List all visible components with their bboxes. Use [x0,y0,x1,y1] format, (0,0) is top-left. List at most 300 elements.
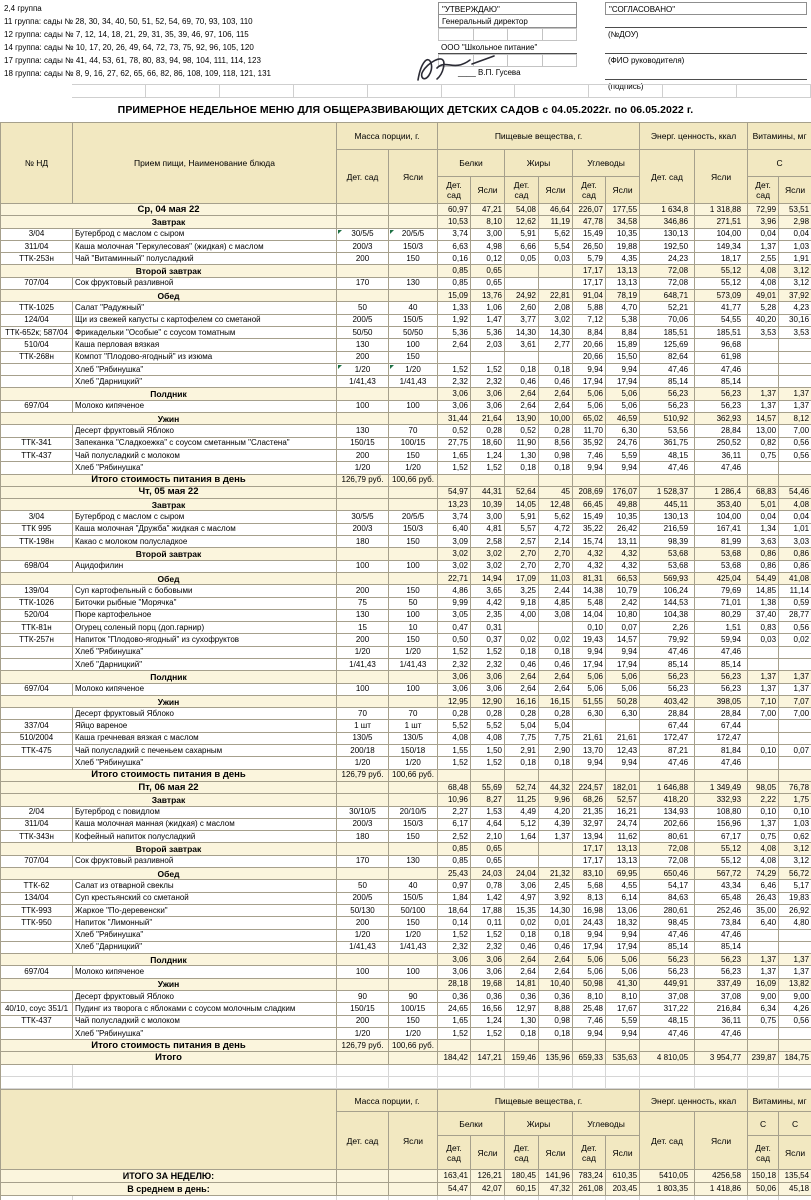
menu-row-cost [1,475,811,487]
value-cell: 60,97 [438,204,471,216]
value-cell: 8,10 [606,991,640,1003]
value-cell: 5,06 [573,966,606,978]
value-cell: 3,06 [471,684,505,696]
value-cell: 1,37 [779,966,811,978]
value-cell: 2,70 [539,561,573,573]
menu-row-dish [1,376,811,388]
value-cell: 9,00 [748,991,779,1003]
value-cell: 21,61 [573,733,606,745]
menu-row-meal [1,868,811,880]
value-cell: 10,96 [438,794,471,806]
dish-name-cell: Ацидофилин [73,561,337,573]
menu-row-meal [1,499,811,511]
nd-cell: ТТК-268н [1,352,73,364]
dish-name-cell: Пюре картофельное [73,610,337,622]
value-cell: 3,06 [438,388,471,400]
value-cell: 150/3 [389,241,438,253]
value-cell: 100 [389,339,438,351]
value-cell [337,548,389,560]
value-cell: 15,50 [606,352,640,364]
value-cell: 52,64 [505,487,539,499]
col-header-nutrients: Пищевые вещества, г. [438,123,640,150]
value-cell: 0,02 [505,634,539,646]
value-cell: 47,46 [640,647,695,659]
value-cell: 0,46 [539,659,573,671]
value-cell [779,376,811,388]
value-cell: 2,90 [539,745,573,757]
value-cell: 1,24 [471,450,505,462]
value-cell: 106,24 [640,585,695,597]
value-cell: 0,46 [539,376,573,388]
director-label: Генеральный директор [438,15,577,28]
value-cell: 0,97 [438,880,471,892]
value-cell: 2,64 [539,671,573,683]
value-cell: 4,08 [748,265,779,277]
nd-cell: ТТК-62 [1,880,73,892]
value-cell: 28,84 [640,708,695,720]
nd-cell: 707/04 [1,856,73,868]
value-cell: 53,56 [640,425,695,437]
value-cell: 37,08 [695,991,748,1003]
col-header-vitamins: Витамины, мг [748,123,811,150]
value-cell: 24,03 [471,868,505,880]
value-cell: 24,65 [438,1003,471,1015]
value-cell: 0,37 [471,634,505,646]
value-cell [337,216,389,228]
value-cell: 170 [337,278,389,290]
value-cell: 180 [337,831,389,843]
value-cell: 8,13 [573,893,606,905]
weekly-summary-table [0,1089,811,1200]
value-cell: 5,06 [573,401,606,413]
value-cell [389,979,438,991]
summary-row-week [1,1170,811,1183]
value-cell: 90 [337,991,389,1003]
value-cell: 3,09 [438,536,471,548]
value-cell: 1,91 [779,253,811,265]
value-cell: 1,51 [695,622,748,634]
dish-name-cell: Бутерброд с маслом с сыром [73,229,337,241]
value-cell: 2,64 [505,684,539,696]
value-cell [748,659,779,671]
value-cell: 17,09 [505,573,539,585]
dish-name-cell: Хлеб "Рябинушка" [73,462,337,474]
nd-cell: 697/04 [1,966,73,978]
dish-name-cell: Сок фруктовый разливной [73,856,337,868]
value-cell: 3,02 [539,315,573,327]
value-cell: 203,45 [606,1183,640,1196]
menu-row-cost [1,770,811,782]
value-cell: 70 [389,708,438,720]
value-cell: 12,48 [539,499,573,511]
value-cell: 2,64 [539,388,573,400]
value-cell: 1/41,43 [337,659,389,671]
nd-cell: ТТК-198н [1,536,73,548]
value-cell: 11,25 [505,794,539,806]
value-cell: 44,32 [539,782,573,794]
value-cell: 20/5/5 [389,511,438,523]
value-cell: 1,50 [471,745,505,757]
value-cell: 45,18 [779,1183,811,1196]
value-cell: 5,04 [539,720,573,732]
menu-row-dish [1,536,811,548]
empty-cell [573,1077,606,1089]
value-cell: 9,94 [606,1028,640,1040]
value-cell: 192,50 [640,241,695,253]
value-cell: 445,11 [640,499,695,511]
value-cell: 54,55 [695,315,748,327]
value-cell: 78,19 [606,290,640,302]
value-cell: 104,00 [695,511,748,523]
value-cell [389,1052,438,1064]
section-label-cell: Итого [1,1052,337,1064]
value-cell: 41,08 [779,573,811,585]
value-cell: 0,03 [539,253,573,265]
dish-name-cell: Биточки рыбные "Морячка" [73,598,337,610]
value-cell: 70,06 [640,315,695,327]
value-cell [539,352,573,364]
value-cell: 144,53 [640,598,695,610]
value-cell: 12,43 [606,745,640,757]
value-cell: 1,52 [471,647,505,659]
value-cell [389,843,438,855]
value-cell: 200/18 [337,745,389,757]
value-cell [389,204,438,216]
value-cell: 1,06 [471,302,505,314]
value-cell: 2,35 [471,610,505,622]
value-cell: 71,01 [695,598,748,610]
menu-row-meal [1,573,811,585]
dish-name-cell: Чай полусладкий с печеньем сахарным [73,745,337,757]
fio-underline [605,41,807,54]
col-header-vitamins: Витамины, мг [748,1090,811,1112]
value-cell: 11,70 [573,425,606,437]
value-cell: 53,68 [695,548,748,560]
value-cell: 49,88 [606,499,640,511]
value-cell [779,757,811,769]
nd-cell [1,659,73,671]
value-cell: 1,03 [779,241,811,253]
value-cell [389,265,438,277]
value-cell: 3 954,77 [695,1052,748,1064]
value-cell: 50,06 [748,1183,779,1196]
value-cell: 1/20 [389,647,438,659]
group-line: 17 группа: сады № 41, 44, 53, 61, 78, 80, 83, 94, 98, 104, 111, 114, 123 [4,56,261,65]
value-cell [573,1040,606,1052]
value-cell: 55,12 [695,265,748,277]
dish-name-cell: Салат "Радужный" [73,302,337,314]
subcol-ya: Ясли [539,1136,573,1170]
value-cell: 185,51 [640,327,695,339]
dish-name-cell: Напиток "Плодово-ягодный" из сухофруктов [73,634,337,646]
value-cell: 36,11 [695,450,748,462]
nd-cell [1,942,73,954]
menu-row-dish [1,807,811,819]
value-cell: 1/20 [389,462,438,474]
value-cell: 4,49 [505,807,539,819]
empty-cell [695,1196,748,1200]
value-cell: 3,06 [438,401,471,413]
value-cell: 3,63 [748,536,779,548]
value-cell [389,782,438,794]
value-cell: 46,64 [539,204,573,216]
value-cell: 150 [389,585,438,597]
value-cell: 14,57 [748,413,779,425]
value-cell: 79,69 [695,585,748,597]
value-cell: 0,36 [539,991,573,1003]
value-cell: 20,66 [573,352,606,364]
empty-row [1,1065,811,1077]
value-cell: 19,68 [471,979,505,991]
value-cell: 3,02 [471,548,505,560]
menu-row-dish [1,622,811,634]
value-cell: 6,14 [606,893,640,905]
value-cell: 398,05 [695,696,748,708]
nd-cell: 3/04 [1,511,73,523]
col-header-vitamin-c: С [748,150,811,177]
value-cell: 2,58 [471,536,505,548]
value-cell: 2,22 [748,794,779,806]
value-cell: 5,59 [606,450,640,462]
value-cell: 2,55 [748,253,779,265]
value-cell: 54,47 [438,1183,471,1196]
value-cell: 0,86 [779,548,811,560]
value-cell: 8,10 [471,216,505,228]
value-cell: 30,16 [779,315,811,327]
value-cell: 5,57 [505,524,539,536]
value-cell: 1,52 [438,757,471,769]
empty-cell [505,1196,539,1200]
value-cell: 2,52 [438,831,471,843]
value-cell [389,499,438,511]
value-cell: 4,86 [438,585,471,597]
value-cell: 34,58 [606,216,640,228]
value-cell: 22,81 [539,290,573,302]
nd-cell: ТТК-475 [1,745,73,757]
value-cell: 1/20 [337,757,389,769]
value-cell: 53,68 [695,561,748,573]
value-cell: 5,91 [505,511,539,523]
value-cell: 172,47 [640,733,695,745]
value-cell: 3,06 [438,966,471,978]
menu-row-dish [1,585,811,597]
value-cell: 55,12 [695,278,748,290]
value-cell: 53,68 [640,548,695,560]
value-cell: 177,55 [606,204,640,216]
value-cell: 418,20 [640,794,695,806]
value-cell: 70 [337,708,389,720]
value-cell: 17,94 [573,942,606,954]
value-cell [779,339,811,351]
value-cell: 11,03 [539,573,573,585]
value-cell [606,720,640,732]
menu-row-dish [1,745,811,757]
section-label-cell: Полдник [1,954,337,966]
menu-row-dish [1,634,811,646]
value-cell: 108,80 [695,807,748,819]
nd-cell [1,1028,73,1040]
value-cell: 3,53 [779,327,811,339]
value-cell: 0,65 [471,843,505,855]
value-cell: 200/5 [337,315,389,327]
value-cell: 5,62 [539,229,573,241]
value-cell [337,413,389,425]
value-cell: 14,30 [505,327,539,339]
value-cell [779,720,811,732]
subcol-ya: Ясли [471,177,505,204]
dish-name-cell: Хлеб "Дарницкий" [73,659,337,671]
value-cell: 0,18 [539,364,573,376]
value-cell: 0,02 [779,634,811,646]
value-cell: 9,94 [573,647,606,659]
value-cell [748,376,779,388]
value-cell: 5,12 [505,819,539,831]
nd-cell: 510/04 [1,339,73,351]
value-cell: 47,21 [471,204,505,216]
value-cell: 100 [389,401,438,413]
value-cell: 6,30 [606,425,640,437]
value-cell: 0,98 [539,1016,573,1028]
nd-cell [1,647,73,659]
value-cell: 317,22 [640,1003,695,1015]
value-cell: 67,44 [695,720,748,732]
subcol-ds: Дет. сад [748,177,779,204]
empty-cell [573,1065,606,1077]
section-label-cell: Завтрак [1,216,337,228]
value-cell: 0,16 [438,253,471,265]
value-cell: 200 [337,352,389,364]
value-cell: 69,95 [606,868,640,880]
nd-cell [1,462,73,474]
value-cell: 0,07 [779,745,811,757]
col-header-mass: Масса порции, г. [337,123,438,150]
col-header-protein: Белки [438,150,505,177]
value-cell: 3,74 [438,229,471,241]
value-cell: 48,15 [640,1016,695,1028]
value-cell: 56,23 [695,388,748,400]
dish-name-cell: Чай "Витаминный" полусладкий [73,253,337,265]
menu-row-dish [1,339,811,351]
value-cell: 47,46 [695,1028,748,1040]
value-cell: 0,10 [779,807,811,819]
value-cell: 3,61 [505,339,539,351]
value-cell: 4,97 [505,893,539,905]
value-cell: 47,46 [695,364,748,376]
value-cell [389,290,438,302]
value-cell: 0,36 [505,991,539,1003]
value-cell: 90 [389,991,438,1003]
col-header-energy: Энерг. ценность, ккал [640,1090,748,1112]
col-header-energy-ya: Ясли [695,1112,748,1170]
value-cell: 200 [337,634,389,646]
value-cell: 135,96 [539,1052,573,1064]
value-cell [539,278,573,290]
value-cell: 15,74 [573,536,606,548]
menu-row-dish [1,647,811,659]
col-header-energy-ya: Ясли [695,150,748,204]
menu-row-dish [1,856,811,868]
subcol-ds: Дет. сад [505,1136,539,1170]
value-cell: 0,28 [505,708,539,720]
dish-name-cell: Хлеб "Рябинушка" [73,364,337,376]
value-cell: 9,00 [779,991,811,1003]
nd-cell: 139/04 [1,585,73,597]
value-cell: 8,10 [573,991,606,1003]
subcol-ya: Ясли [779,177,811,204]
value-cell: 150 [389,634,438,646]
value-cell: 0,18 [505,364,539,376]
value-cell: 4,32 [606,548,640,560]
value-cell: 4,00 [505,610,539,622]
value-cell: 0,86 [748,548,779,560]
menu-row-dish [1,450,811,462]
empty-cell [748,1065,779,1077]
value-cell: 21,35 [573,807,606,819]
section-label-cell: Завтрак [1,499,337,511]
value-cell: 13,11 [606,536,640,548]
menu-row-dish [1,757,811,769]
value-cell: 150/5 [389,315,438,327]
value-cell: 3,12 [779,265,811,277]
menu-row-dish [1,352,811,364]
value-cell: 50 [337,302,389,314]
value-cell: 185,51 [695,327,748,339]
value-cell: 0,46 [505,376,539,388]
value-cell [748,930,779,942]
value-cell: 4,23 [779,302,811,314]
value-cell [695,475,748,487]
section-label-cell: Пт, 06 мая 22 [1,782,337,794]
dish-name-cell: Десерт фруктовый Яблоко [73,708,337,720]
value-cell: 610,35 [606,1170,640,1183]
value-cell: 25,43 [438,868,471,880]
value-cell [389,1183,438,1196]
subcol-ya: Ясли [539,177,573,204]
value-cell: 0,31 [471,622,505,634]
nd-cell: ТТК-1025 [1,302,73,314]
value-cell: 84,63 [640,893,695,905]
value-cell [640,770,695,782]
value-cell: 1 318,88 [695,204,748,216]
value-cell [573,475,606,487]
value-cell: 82,64 [640,352,695,364]
value-cell: 202,66 [640,819,695,831]
menu-row-dish [1,229,811,241]
menu-row-dish [1,942,811,954]
value-cell: 15,49 [573,511,606,523]
value-cell: 56,23 [695,401,748,413]
dish-name-cell: Хлеб "Рябинушка" [73,757,337,769]
value-cell: 172,47 [695,733,748,745]
value-cell: 4,26 [779,1003,811,1015]
value-cell [640,475,695,487]
value-cell: 47,46 [640,1028,695,1040]
subcol-ya: Ясли [606,177,640,204]
value-cell: 0,46 [505,942,539,954]
value-cell: 130,13 [640,511,695,523]
value-cell [748,733,779,745]
value-cell: 10,35 [606,229,640,241]
value-cell: 3,06 [505,880,539,892]
value-cell: 2,32 [438,659,471,671]
value-cell: 10,80 [606,610,640,622]
value-cell: 5,01 [748,499,779,511]
value-cell: 100/15 [389,438,438,450]
value-cell: 4,08 [471,733,505,745]
value-cell: 0,56 [779,438,811,450]
dish-name-cell: Каша молочная "Геркулесовая" (жидкая) с маслом [73,241,337,253]
value-cell [539,265,573,277]
